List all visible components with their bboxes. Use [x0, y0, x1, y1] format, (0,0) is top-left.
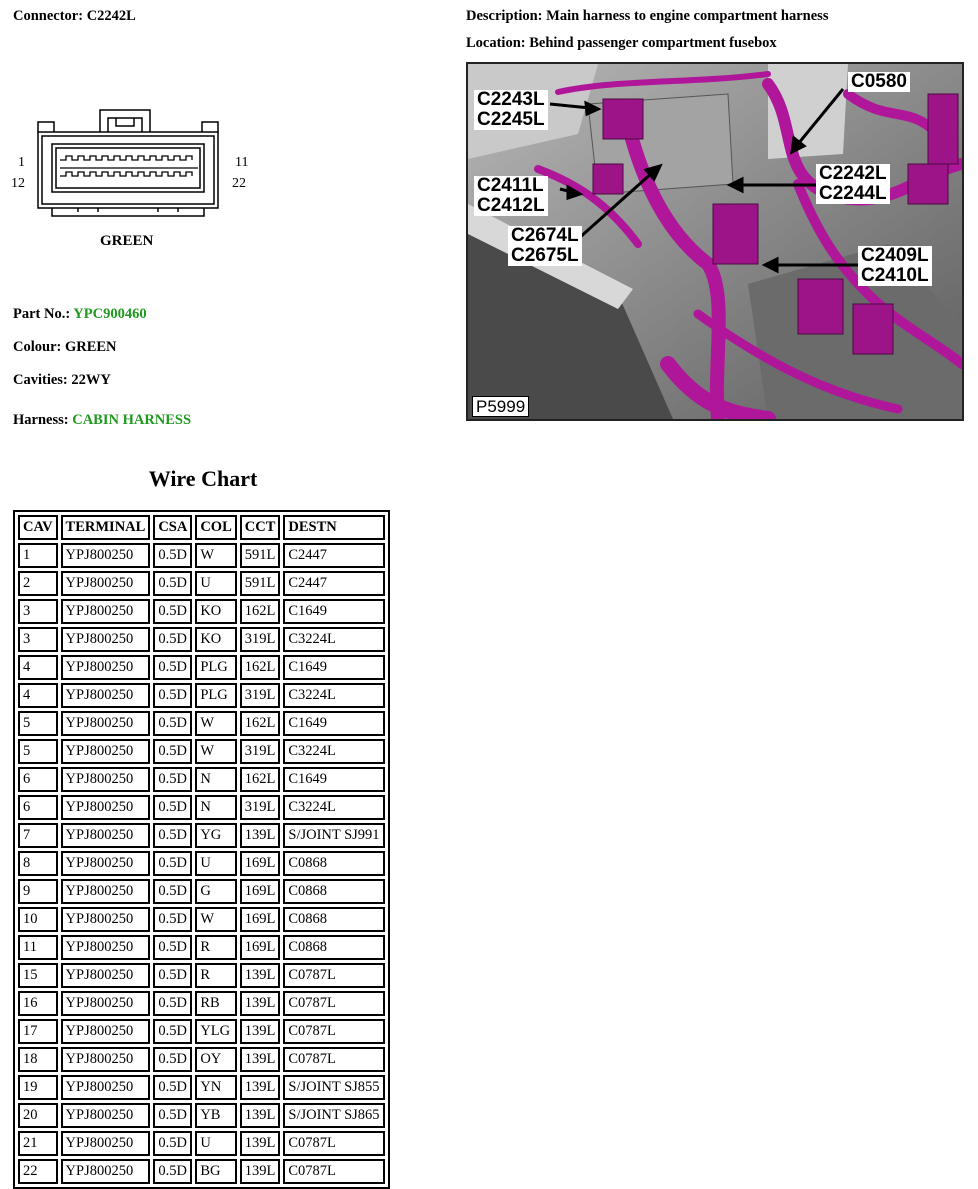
cell-destn: C0787L [283, 1131, 384, 1156]
cell-terminal: YPJ800250 [61, 935, 151, 960]
wire-chart-title: Wire Chart [148, 466, 258, 491]
cell-destn: C0787L [283, 991, 384, 1016]
header-cav: CAV [18, 515, 58, 540]
table-row [18, 1075, 385, 1100]
cell-csa: 0.5D [153, 935, 192, 960]
cell-cav: 6 [18, 795, 58, 820]
description-label: Description: [466, 8, 543, 24]
cell-col: PLG [195, 655, 236, 680]
cavities-line [13, 372, 111, 389]
table-row [18, 1047, 385, 1072]
cell-cav: 20 [18, 1103, 58, 1128]
cell-cct: 591L [240, 543, 281, 568]
location-line [466, 35, 777, 52]
cell-cct: 139L [240, 1159, 281, 1184]
cell-destn: C1649 [283, 711, 384, 736]
cell-col: G [195, 879, 236, 904]
cell-cav: 5 [18, 711, 58, 736]
header-cct: CCT [240, 515, 281, 540]
pin-label-1: 1 [18, 155, 25, 170]
cell-csa: 0.5D [153, 627, 192, 652]
cell-terminal: YPJ800250 [61, 1103, 151, 1128]
location-photo [466, 62, 964, 421]
wire-chart-body [18, 543, 385, 1184]
cell-csa: 0.5D [153, 879, 192, 904]
table-row [18, 823, 385, 848]
cell-terminal: YPJ800250 [61, 711, 151, 736]
header-terminal: TERMINAL [61, 515, 151, 540]
cell-destn: S/JOINT SJ855 [283, 1075, 384, 1100]
cell-csa: 0.5D [153, 907, 192, 932]
cell-cct: 139L [240, 991, 281, 1016]
table-row [18, 879, 385, 904]
cell-destn: C0868 [283, 879, 384, 904]
cell-destn: C0787L [283, 1047, 384, 1072]
cell-col: YB [195, 1103, 236, 1128]
cell-cct: 139L [240, 1103, 281, 1128]
cell-cct: 139L [240, 823, 281, 848]
cell-cav: 3 [18, 627, 58, 652]
table-row [18, 991, 385, 1016]
colour-label: Colour: [13, 339, 62, 355]
cell-col: W [195, 711, 236, 736]
cell-cct: 169L [240, 879, 281, 904]
cell-cct: 139L [240, 1019, 281, 1044]
cell-col: N [195, 767, 236, 792]
wire-chart-header-row [18, 515, 385, 540]
connector-label: Connector: [13, 8, 84, 24]
pin-label-12: 12 [11, 176, 25, 191]
cell-terminal: YPJ800250 [61, 823, 151, 848]
cell-col: R [195, 963, 236, 988]
callout-c2243l-c2245l: C2243L C2245L [474, 90, 548, 130]
table-row [18, 655, 385, 680]
cell-cav: 6 [18, 767, 58, 792]
cell-cct: 319L [240, 627, 281, 652]
cell-cav: 15 [18, 963, 58, 988]
cell-cct: 139L [240, 963, 281, 988]
cell-destn: C1649 [283, 655, 384, 680]
header-csa: CSA [153, 515, 192, 540]
cell-csa: 0.5D [153, 851, 192, 876]
cell-cct: 319L [240, 739, 281, 764]
wire-chart-table [13, 510, 390, 1189]
cell-cav: 2 [18, 571, 58, 596]
cell-csa: 0.5D [153, 711, 192, 736]
callout-c2411l-c2412l: C2411L C2412L [474, 176, 548, 216]
callout-c2242l-c2244l: C2242L C2244L [816, 164, 890, 204]
cell-terminal: YPJ800250 [61, 991, 151, 1016]
part-no-label: Part No.: [13, 306, 71, 322]
cell-terminal: YPJ800250 [61, 599, 151, 624]
cell-terminal: YPJ800250 [61, 907, 151, 932]
connector-diagram [8, 102, 258, 252]
cell-col: W [195, 739, 236, 764]
cell-csa: 0.5D [153, 1103, 192, 1128]
pin-label-11: 11 [235, 155, 249, 170]
cell-terminal: YPJ800250 [61, 795, 151, 820]
table-row [18, 571, 385, 596]
cell-destn: C3224L [283, 627, 384, 652]
table-row [18, 907, 385, 932]
cell-terminal: YPJ800250 [61, 1159, 151, 1184]
cell-destn: C2447 [283, 543, 384, 568]
cell-cct: 169L [240, 935, 281, 960]
cell-col: U [195, 1131, 236, 1156]
cell-cav: 9 [18, 879, 58, 904]
table-row [18, 1103, 385, 1128]
pin-label-22: 22 [232, 176, 246, 191]
cell-col: PLG [195, 683, 236, 708]
cell-col: KO [195, 627, 236, 652]
cell-csa: 0.5D [153, 1047, 192, 1072]
cell-destn: C0868 [283, 907, 384, 932]
table-row [18, 851, 385, 876]
cavities-label: Cavities: [13, 372, 68, 388]
cell-destn: S/JOINT SJ865 [283, 1103, 384, 1128]
table-row [18, 711, 385, 736]
cell-csa: 0.5D [153, 1019, 192, 1044]
cell-destn: C0868 [283, 935, 384, 960]
cell-terminal: YPJ800250 [61, 739, 151, 764]
cell-col: YG [195, 823, 236, 848]
cell-col: R [195, 935, 236, 960]
cell-csa: 0.5D [153, 1131, 192, 1156]
cell-terminal: YPJ800250 [61, 879, 151, 904]
cell-col: U [195, 851, 236, 876]
cell-cav: 19 [18, 1075, 58, 1100]
cell-terminal: YPJ800250 [61, 767, 151, 792]
cell-terminal: YPJ800250 [61, 1131, 151, 1156]
cell-cct: 591L [240, 571, 281, 596]
callout-c0580: C0580 [848, 72, 910, 92]
harness-line [13, 412, 191, 429]
callout-c2674l-c2675l: C2674L C2675L [508, 226, 582, 266]
cell-terminal: YPJ800250 [61, 851, 151, 876]
cell-csa: 0.5D [153, 599, 192, 624]
cell-cct: 169L [240, 851, 281, 876]
cell-cct: 139L [240, 1075, 281, 1100]
cell-csa: 0.5D [153, 1075, 192, 1100]
cell-destn: C3224L [283, 739, 384, 764]
table-row [18, 683, 385, 708]
cell-cav: 4 [18, 655, 58, 680]
cell-col: BG [195, 1159, 236, 1184]
colour-value: GREEN [64, 339, 117, 355]
cell-cct: 319L [240, 683, 281, 708]
cell-col: YN [195, 1075, 236, 1100]
cell-cct: 319L [240, 795, 281, 820]
part-no-line [13, 306, 147, 323]
cell-col: RB [195, 991, 236, 1016]
callout-c2409l-c2410l: C2409L C2410L [858, 246, 932, 286]
cell-cav: 5 [18, 739, 58, 764]
cell-cav: 17 [18, 1019, 58, 1044]
table-row [18, 543, 385, 568]
cell-csa: 0.5D [153, 571, 192, 596]
cell-terminal: YPJ800250 [61, 683, 151, 708]
cell-csa: 0.5D [153, 767, 192, 792]
cell-destn: C2447 [283, 571, 384, 596]
cell-cct: 162L [240, 767, 281, 792]
header-destn: DESTN [283, 515, 384, 540]
cell-cct: 139L [240, 1047, 281, 1072]
cell-terminal: YPJ800250 [61, 543, 151, 568]
table-row [18, 767, 385, 792]
cell-terminal: YPJ800250 [61, 963, 151, 988]
cell-cav: 1 [18, 543, 58, 568]
cell-cav: 18 [18, 1047, 58, 1072]
table-row [18, 1131, 385, 1156]
cell-destn: S/JOINT SJ991 [283, 823, 384, 848]
table-row [18, 963, 385, 988]
cell-cav: 4 [18, 683, 58, 708]
cell-cav: 3 [18, 599, 58, 624]
cell-terminal: YPJ800250 [61, 1019, 151, 1044]
part-no-value: YPC900460 [73, 306, 147, 322]
cell-terminal: YPJ800250 [61, 571, 151, 596]
header-col: COL [195, 515, 236, 540]
cell-destn: C0787L [283, 1159, 384, 1184]
cell-terminal: YPJ800250 [61, 1075, 151, 1100]
cell-csa: 0.5D [153, 795, 192, 820]
location-value: Behind passenger compartment fusebox [529, 35, 777, 51]
description-line [466, 8, 828, 25]
connector-heading [13, 8, 136, 25]
cell-cav: 16 [18, 991, 58, 1016]
table-row [18, 795, 385, 820]
cell-destn: C3224L [283, 795, 384, 820]
cell-destn: C0868 [283, 851, 384, 876]
cell-cav: 22 [18, 1159, 58, 1184]
cell-col: U [195, 571, 236, 596]
cell-cct: 169L [240, 907, 281, 932]
location-label: Location: [466, 35, 526, 51]
cell-cct: 162L [240, 711, 281, 736]
cell-csa: 0.5D [153, 963, 192, 988]
cell-destn: C0787L [283, 963, 384, 988]
cell-col: W [195, 907, 236, 932]
cell-csa: 0.5D [153, 823, 192, 848]
cell-cav: 8 [18, 851, 58, 876]
harness-value: CABIN HARNESS [72, 412, 192, 428]
cell-destn: C1649 [283, 767, 384, 792]
cell-cav: 11 [18, 935, 58, 960]
photo-id: P5999 [472, 396, 529, 417]
cell-csa: 0.5D [153, 991, 192, 1016]
table-row [18, 1159, 385, 1184]
connector-value: C2242L [86, 8, 136, 24]
cell-cav: 10 [18, 907, 58, 932]
cell-csa: 0.5D [153, 1159, 192, 1184]
cell-destn: C0787L [283, 1019, 384, 1044]
cell-cct: 139L [240, 1131, 281, 1156]
cell-csa: 0.5D [153, 739, 192, 764]
cell-cct: 162L [240, 655, 281, 680]
cell-csa: 0.5D [153, 683, 192, 708]
description-value: Main harness to engine compartment harness [546, 8, 829, 24]
table-row [18, 935, 385, 960]
cell-terminal: YPJ800250 [61, 655, 151, 680]
connector-color-caption: GREEN [100, 233, 154, 249]
harness-label: Harness: [13, 412, 69, 428]
cavities-value: 22WY [71, 372, 111, 388]
cell-col: OY [195, 1047, 236, 1072]
cell-cav: 21 [18, 1131, 58, 1156]
cell-destn: C1649 [283, 599, 384, 624]
colour-line [13, 339, 117, 356]
table-row [18, 739, 385, 764]
cell-csa: 0.5D [153, 655, 192, 680]
cell-destn: C3224L [283, 683, 384, 708]
cell-terminal: YPJ800250 [61, 1047, 151, 1072]
cell-col: N [195, 795, 236, 820]
cell-terminal: YPJ800250 [61, 627, 151, 652]
table-row [18, 627, 385, 652]
cell-cav: 7 [18, 823, 58, 848]
cell-cct: 162L [240, 599, 281, 624]
cell-col: W [195, 543, 236, 568]
table-row [18, 599, 385, 624]
cell-csa: 0.5D [153, 543, 192, 568]
cell-col: KO [195, 599, 236, 624]
cell-col: YLG [195, 1019, 236, 1044]
table-row [18, 1019, 385, 1044]
